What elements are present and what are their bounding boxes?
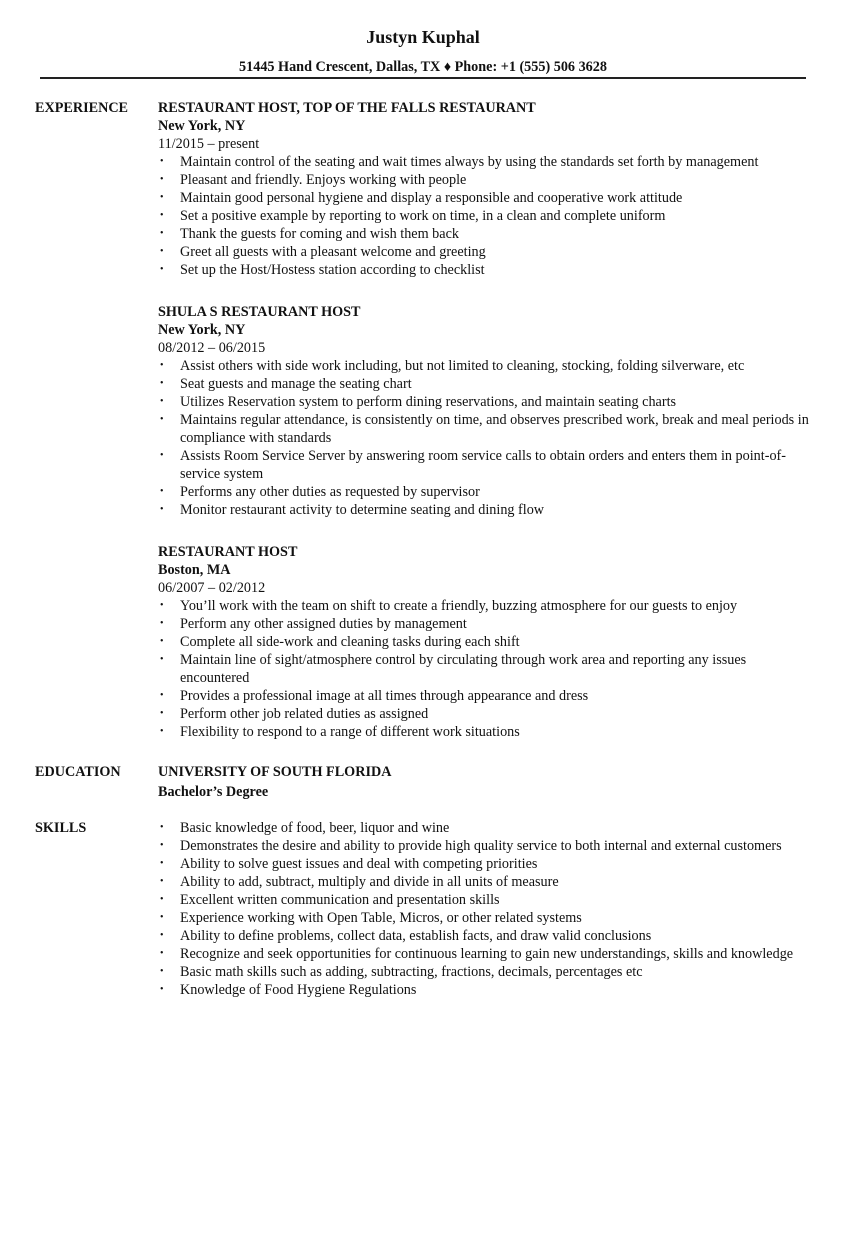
contact-line: 51445 Hand Crescent, Dallas, TX ♦ Phone: +1 (555) 506 3628: [239, 59, 607, 75]
list-item: [158, 981, 823, 999]
list-item: [158, 153, 818, 171]
bullet-icon: •: [160, 396, 164, 407]
bullet-icon: •: [160, 690, 164, 701]
job-entry: [158, 99, 818, 279]
degree: Bachelor’s Degree: [158, 784, 269, 800]
list-item: [158, 633, 818, 651]
list-item: [158, 873, 823, 891]
list-item-text: You’ll work with the team on shift to create a friendly, buzzing atmosphere for our guests to enjoy: [180, 598, 738, 614]
skills-list: [158, 819, 823, 999]
bullet-icon: •: [160, 414, 164, 425]
list-item: [158, 207, 818, 225]
bullet-icon: •: [160, 450, 164, 461]
list-item: [158, 945, 823, 963]
bullet-icon: •: [160, 360, 164, 371]
bullet-icon: •: [160, 228, 164, 239]
list-item-text: Maintain control of the seating and wait times always by using the standards set forth by management: [180, 154, 759, 170]
list-item-text: Greet all guests with a pleasant welcome and greeting: [180, 244, 486, 260]
list-item-text: Performs any other duties as requested by supervisor: [180, 484, 480, 500]
bullet-icon: •: [160, 708, 164, 719]
list-item: [158, 855, 823, 873]
bullet-icon: •: [160, 618, 164, 629]
bullet-icon: •: [160, 246, 164, 257]
bullet-icon: •: [160, 378, 164, 389]
list-item-text: Maintain line of sight/atmosphere control by circulating through work area and reporting any issues encountered: [180, 652, 747, 686]
job-location: Boston, MA: [158, 562, 231, 578]
list-item: [158, 819, 823, 837]
list-item: [158, 837, 823, 855]
list-item-text: Assists Room Service Server by answering room service calls to obtain orders and enters them in point-of-service system: [180, 448, 786, 482]
list-item-text: Set up the Host/Hostess station according to checklist: [180, 262, 485, 278]
list-item-text: Excellent written communication and presentation skills: [180, 892, 500, 908]
list-item: [158, 225, 818, 243]
bullet-icon: •: [160, 894, 164, 905]
bullet-icon: •: [160, 984, 164, 995]
bullet-icon: •: [160, 654, 164, 665]
bullet-icon: •: [160, 966, 164, 977]
bullet-icon: •: [160, 174, 164, 185]
job-dates: 06/2007 – 02/2012: [158, 580, 266, 596]
bullet-icon: •: [160, 210, 164, 221]
job-title: SHULA S RESTAURANT HOST: [158, 304, 361, 320]
list-item-text: Perform any other assigned duties by management: [180, 616, 467, 632]
bullet-icon: •: [160, 912, 164, 923]
list-item: [158, 357, 818, 375]
list-item-text: Demonstrates the desire and ability to provide high quality service to both internal and external customers: [180, 838, 782, 854]
list-item-text: Ability to define problems, collect data, establish facts, and draw valid conclusions: [180, 928, 652, 944]
education-entry: [158, 763, 818, 801]
job-location: New York, NY: [158, 322, 246, 338]
list-item: [158, 447, 818, 483]
list-item-text: Experience working with Open Table, Micros, or other related systems: [180, 910, 582, 926]
list-item-text: Provides a professional image at all times through appearance and dress: [180, 688, 589, 704]
list-item-text: Monitor restaurant activity to determine seating and dining flow: [180, 502, 545, 518]
list-item: [158, 705, 818, 723]
list-item-text: Utilizes Reservation system to perform dining reservations, and maintain seating charts: [180, 394, 677, 410]
job-duties: [158, 597, 818, 741]
list-item: [158, 393, 818, 411]
list-item: [158, 261, 818, 279]
bullet-icon: •: [160, 858, 164, 869]
section-title-skills: SKILLS: [35, 820, 87, 836]
job-dates: 08/2012 – 06/2015: [158, 340, 266, 356]
list-item: [158, 723, 818, 741]
list-item-text: Set a positive example by reporting to work on time, in a clean and complete uniform: [180, 208, 666, 224]
list-item: [158, 483, 818, 501]
list-item-text: Ability to add, subtract, multiply and divide in all units of measure: [180, 874, 559, 890]
list-item-text: Ability to solve guest issues and deal with competing priorities: [180, 856, 538, 872]
list-item: [158, 243, 818, 261]
list-item: [158, 171, 818, 189]
list-item-text: Assist others with side work including, but not limited to cleaning, stocking, folding silverware, etc: [180, 358, 745, 374]
list-item-text: Perform other job related duties as assigned: [180, 706, 429, 722]
job-location: New York, NY: [158, 118, 246, 134]
list-item: [158, 189, 818, 207]
list-item-text: Basic knowledge of food, beer, liquor and wine: [180, 820, 450, 836]
candidate-name: Justyn Kuphal: [366, 27, 480, 47]
list-item-text: Complete all side-work and cleaning tasks during each shift: [180, 634, 520, 650]
job-entry: [158, 543, 818, 741]
job-duties: [158, 357, 818, 519]
list-item: [158, 615, 818, 633]
list-item: [158, 687, 818, 705]
bullet-icon: •: [160, 156, 164, 167]
job-title: RESTAURANT HOST: [158, 544, 298, 560]
list-item: [158, 651, 818, 687]
bullet-icon: •: [160, 600, 164, 611]
school-name: UNIVERSITY OF SOUTH FLORIDA: [158, 764, 392, 780]
list-item: [158, 411, 818, 447]
header-divider: [40, 77, 806, 79]
bullet-icon: •: [160, 192, 164, 203]
bullet-icon: •: [160, 726, 164, 737]
experience-list: [158, 99, 818, 765]
bullet-icon: •: [160, 504, 164, 515]
bullet-icon: •: [160, 636, 164, 647]
list-item: [158, 375, 818, 393]
job-title: RESTAURANT HOST, TOP OF THE FALLS RESTAURANT: [158, 100, 536, 116]
list-item-text: Thank the guests for coming and wish them back: [180, 226, 459, 242]
list-item-text: Maintain good personal hygiene and display a responsible and cooperative work attitude: [180, 190, 683, 206]
bullet-icon: •: [160, 264, 164, 275]
bullet-icon: •: [160, 840, 164, 851]
section-title-education: EDUCATION: [35, 764, 121, 780]
list-item: [158, 597, 818, 615]
list-item-text: Pleasant and friendly. Enjoys working with people: [180, 172, 467, 188]
list-item-text: Flexibility to respond to a range of different work situations: [180, 724, 520, 740]
bullet-icon: •: [160, 876, 164, 887]
job-dates: 11/2015 – present: [158, 136, 260, 152]
list-item: [158, 891, 823, 909]
bullet-icon: •: [160, 486, 164, 497]
bullet-icon: •: [160, 930, 164, 941]
list-item-text: Basic math skills such as adding, subtracting, fractions, decimals, percentages etc: [180, 964, 643, 980]
list-item-text: Maintains regular attendance, is consistently on time, and observes prescribed work, break and meal periods in compliance with standards: [180, 412, 809, 446]
list-item-text: Seat guests and manage the seating chart: [180, 376, 412, 392]
skills-list-container: [158, 819, 823, 999]
list-item-text: Knowledge of Food Hygiene Regulations: [180, 982, 417, 998]
job-duties: [158, 153, 818, 279]
bullet-icon: •: [160, 948, 164, 959]
section-title-experience: EXPERIENCE: [35, 100, 129, 116]
list-item: [158, 927, 823, 945]
bullet-icon: •: [160, 822, 164, 833]
list-item: [158, 963, 823, 981]
list-item: [158, 909, 823, 927]
list-item-text: Recognize and seek opportunities for continuous learning to gain new understandings, skills and knowledge: [180, 946, 794, 962]
job-entry: [158, 303, 818, 519]
list-item: [158, 501, 818, 519]
